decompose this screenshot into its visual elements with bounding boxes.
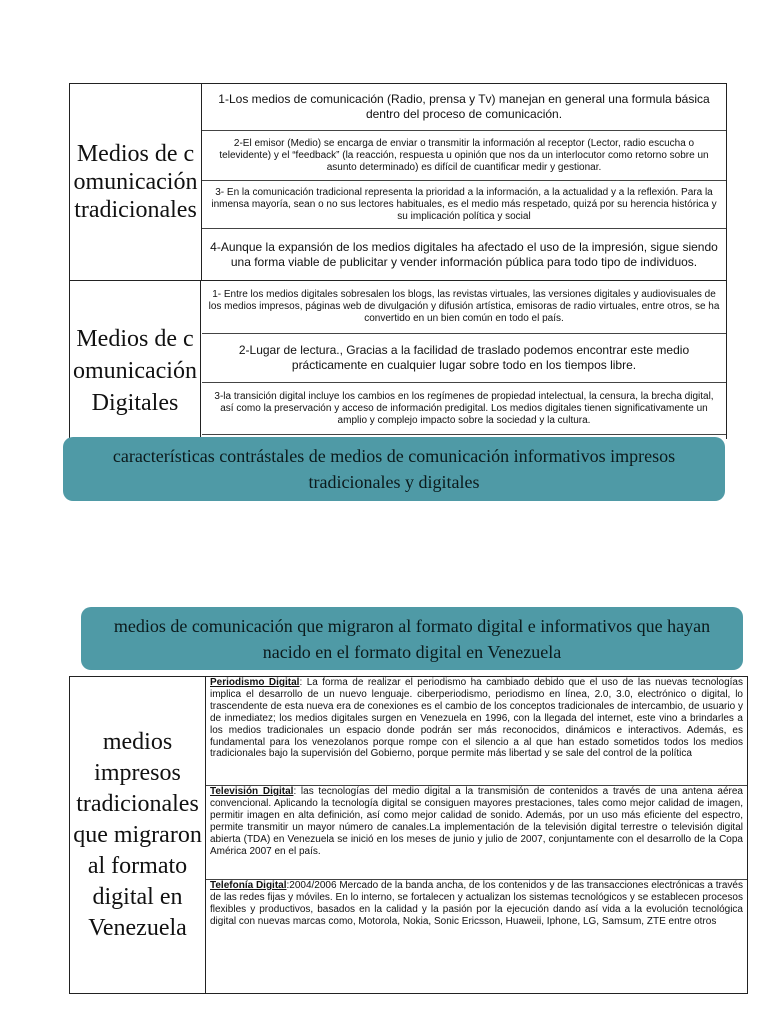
digital-point-2: 2-Lugar de lectura., Gracias a la facilidad de traslado podemos encontrar este medio prácticamente en cualquier lugar sobre todo en los tiempos libre. [202, 334, 726, 383]
table-row-digital [70, 281, 726, 439]
traditional-point-3: 3- En la comunicación tradicional representa la prioridad a la información, a la actualidad y a la reflexión. Para la inmensa mayoría, sean o no sus lectores habituales, es el medio más respetado, quizá por su herencia histórica y su implicación política y social [202, 181, 726, 229]
traditional-vs-digital-table [69, 83, 727, 439]
telefonia-digital-cell [206, 880, 747, 993]
telefonia-digital-title: Telefonía Digital [210, 880, 287, 891]
traditional-point-2: 2-El emisor (Medio) se encarga de enviar o transmitir la información al receptor (Lector, radio escucha o televidente) y el “feedback” (la reacción, respuesta u opinión que nos da un interlocutor como retorno sobre un asunto determinado) es difícil de cuantificar medir y gestionar. [202, 131, 726, 181]
row-heading-traditional: Medios de comunicación tradicionales [73, 141, 198, 223]
telefonia-digital-text: :2004/2006 Mercado de la banda ancha, de los contenidos y de las transacciones electrónicas a través de las redes fijas y móviles. En lo interno, se fortalecen y actualizan los sistemas tecnológicos y se establecen procesos flexibles y productivos, basados en la calidad y la pasión por la ejecución dando así vida a la evolución tecnológica digital con nuevas marcas como, Motorola, Nokia, Sonic Ericsson, Huaweii, Iphone, LG, Samsum, ZTE entre otros [210, 880, 743, 927]
row-heading-migrated-media: medios impresos tradicionales que migraron al formato digital en Venezuela [73, 728, 202, 941]
row-heading-cell [70, 281, 201, 439]
television-digital-cell [206, 786, 747, 880]
row-heading-digital: Medios de comunicación Digitales [73, 326, 197, 416]
digital-point-3: 3-la transición digital incluye los cambios en los regímenes de propiedad intelectual, la censura, la brecha digital, así como la preservación y acceso de información predigital. Los medios digitales tienen significativamente un amplio y complejo impacto sobre la sociedad y la cultura. [202, 383, 726, 435]
traditional-point-4: 4-Aunque la expansión de los medios digitales ha afectado el uso de la impresión, sigue siendo una forma viable de publicitar y vender información pública para todo tipo de individuos. [210, 239, 718, 269]
table-row-traditional [70, 84, 726, 281]
periodismo-digital-cell [206, 677, 747, 786]
row-heading-cell [70, 84, 202, 280]
television-digital-title: Televisión Digital [210, 786, 294, 797]
section-title-banner-venezuela: medios de comunicación que migraron al formato digital e informativos que hayan nacido en el formato digital en Venezuela [81, 607, 743, 670]
television-digital-text: : las tecnologías del medio digital a la transmisión de contenidos a través de una antena aérea convencional. Aplicando la tecnología digital se consiguen mayores prestaciones, tales como mejor calidad de imagen, permitir imagen en alta definición, así como mejor calidad de sonido. Además, por un uso más eficiente del espectro, permite transmitir un mayor número de canales.La implementación de la televisión digital terrestre o televisión digital abierta (TDA) en Venezuela se inició en los meses de junio y julio de 2007, conjuntamente con el desarrollo de la Copa América 2007 en el país. [210, 786, 743, 857]
periodismo-digital-text: : La forma de realizar el periodismo ha cambiado debido que el uso de las nuevas tecnologías implica el desarrollo de un nuevo lenguaje. ciberperiodismo, periodismo en línea, 2.0, 3.0, electrónico o digital, lo trascendente de esta nueva era de conexiones es el cambio de los conceptos tradicionales de intercambio, de usuario y de inmediatez; los medios digitales surgen en Venezuela en 1996, con la llegada del internet, este vino a brindarles a los medios tradicionales un espacio donde podrán ser más reconocidos, dinámicos e interactivos. Además, es fundamental para los venezolanos porque rompe con el silencio a al que han estado sometidos todos los medios tradicionales bajo la supervisión del Gobierno, porque permite más libertad y se sale del control de la política [210, 677, 743, 760]
venezuela-digital-media-table [69, 676, 748, 994]
section-title-banner: características contrástales de medios de comunicación informativos impresos tradicionales y digitales [63, 437, 725, 501]
traditional-point-1: 1-Los medios de comunicación (Radio, prensa y Tv) manejan en general una formula básica dentro del proceso de comunicación. [202, 84, 726, 131]
periodismo-digital-title: Periodismo Digital [210, 677, 300, 688]
digital-point-1: 1- Entre los medios digitales sobresalen los blogs, las revistas virtuales, las versiones digitales y audiovisuales de los medios impresos, páginas web de divulgación y difusión artística, emisoras de radio virtuales, entre otros, se ha convertido en un bien común en todo el país. [202, 281, 726, 334]
row-heading-cell [70, 677, 206, 993]
